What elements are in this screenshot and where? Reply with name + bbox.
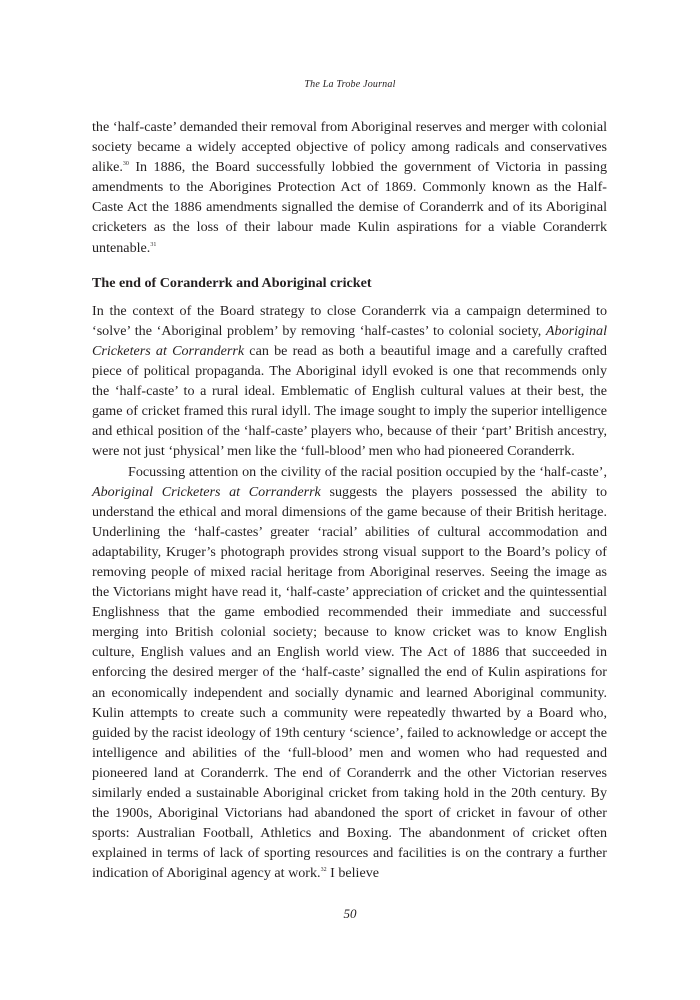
photo-title: Aboriginal Cricketers at Corranderrk [92, 322, 607, 359]
footnote-ref-32[interactable]: 32 [320, 867, 327, 874]
article-body [92, 117, 607, 883]
paragraph-3-text-b: suggests the players possessed the ability to understand the ethical and moral dimensions of the game because of their British heritage. Underlining the ‘half-castes’ greater ‘racial’ abilities of cultural accommodation and adaptability, Kruger’s photograph provides strong visual support to the Board’s policy of removing people of mixed racial heritage from Aboriginal reserves. Seeing the image as the Victorians might have read it, ‘half-caste’ appreciation of cricket and the quintessential Englishness that the game embodied recommended their immediate and successful merging into British colonial society; because to know cricket was to know English culture, English values and an English world view. The Act of 1886 that succeeded in enforcing the desired merger of the ‘half-caste’ signalled the end of Kulin aspirations for an economically independent and socially dynamic and learned Aboriginal community. Kulin attempts to create such a community were repeatedly thwarted by a Board who, guided by the racist ideology of 19th century ‘science’, failed to acknowledge or accept the intelligence and abilities of the ‘full-blood’ men and women who had requested and pioneered land at Coranderrk. The end of Coranderrk and the other Victorian reserves similarly ended a sustainable Aboriginal cricket from taking hold in the 20th century. By the 1900s, Aboriginal Victorians had abandoned the sport of cricket in favour of other sports: Australian Football, Athletics and Boxing. The abandonment of cricket often explained in terms of lack of sporting resources and facilities is on the contrary a further indication of Aboriginal agency at work. [92, 483, 607, 882]
photo-title: Aboriginal Cricketers at Corranderrk [92, 483, 321, 500]
footnote-ref-30[interactable]: 30 [122, 161, 129, 168]
paragraph-1 [92, 117, 607, 258]
section-heading: The end of Coranderrk and Aboriginal cricket [92, 274, 372, 291]
paragraph-3-text-c: I believe [326, 865, 380, 882]
paragraph-2-text-b: can be read as both a beautiful image and a carefully crafted piece of political propaganda. The Aboriginal idyll evoked is one that recommends only the ‘half-caste’ to a rural ideal. Emblematic of English cultural values at their best, the game of cricket framed this rural idyll. The image sought to imply the superior intelligence and ethical position of the ‘half-caste’ players who, because of their ‘part’ British ancestry, were not just ‘physical’ men like the ‘full-blood’ men who had pioneered Coranderrk. [92, 342, 607, 460]
paragraph-2-text-a: In the context of the Board strategy to close Coranderrk via a campaign determined to ‘solve’ the ‘Aboriginal problem’ by removing ‘half-castes’ to colonial society, [92, 302, 607, 339]
running-head: The La Trobe Journal [304, 79, 396, 90]
paragraph-1-text-b: In 1886, the Board successfully lobbied the government of Victoria in passing amendments to the Aborigines Protection Act of 1869. Commonly known as the Half-Caste Act the 1886 amendments signalled the demise of Coranderrk and of its Aboriginal cricketers as the loss of their labour made Kulin aspirations for a viable Coranderrk untenable. [92, 159, 607, 256]
page-number: 50 [343, 906, 357, 921]
footnote-ref-31[interactable]: 31 [150, 241, 157, 248]
paragraph-2 [92, 301, 607, 462]
paragraph-1-text-a: the ‘half-caste’ demanded their removal from Aboriginal reserves and merger with colonial society became a widely accepted objective of policy among radicals and conservatives alike. [92, 119, 607, 176]
paragraph-3-text-a: Focussing attention on the civility of the racial position occupied by the ‘half-caste’, [128, 463, 607, 480]
paragraph-3 [92, 462, 607, 884]
